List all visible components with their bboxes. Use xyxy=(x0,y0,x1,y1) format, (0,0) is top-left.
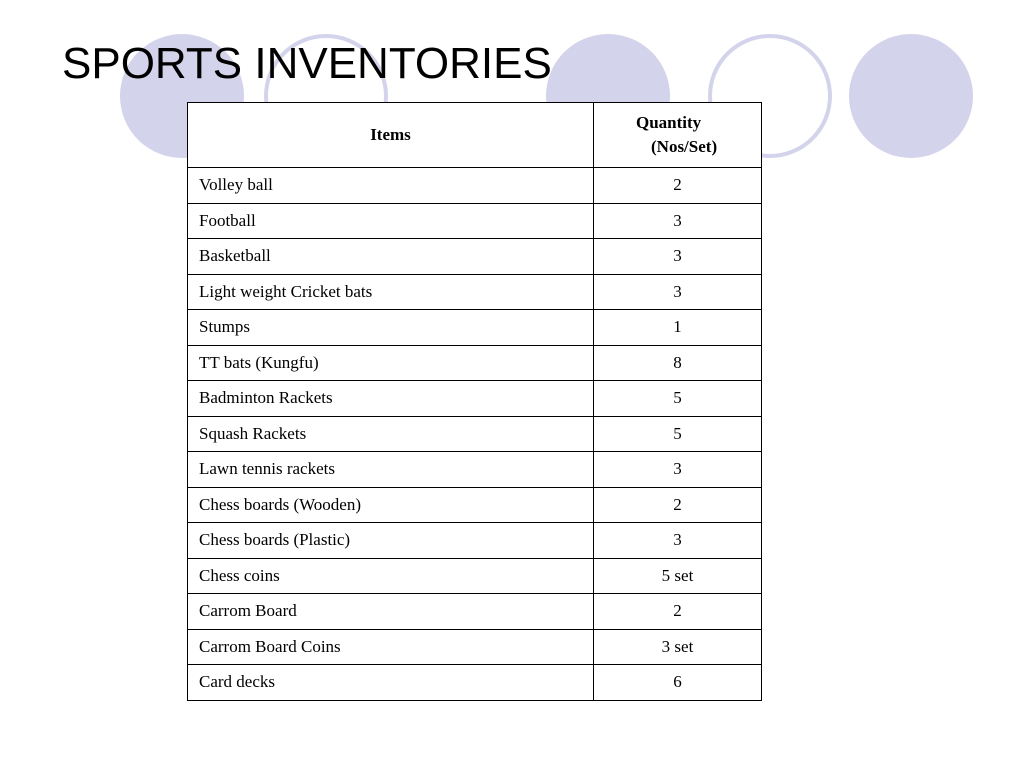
item-cell: Light weight Cricket bats xyxy=(188,274,594,310)
quantity-cell: 2 xyxy=(594,487,762,523)
table-row xyxy=(188,345,762,381)
quantity-cell: 3 xyxy=(594,523,762,559)
item-cell: Chess boards (Wooden) xyxy=(188,487,594,523)
quantity-cell: 2 xyxy=(594,594,762,630)
item-cell: Lawn tennis rackets xyxy=(188,452,594,488)
header-quantity-line1: Quantity xyxy=(636,113,702,132)
quantity-cell: 2 xyxy=(594,168,762,204)
table-row xyxy=(188,203,762,239)
table-header-row xyxy=(188,103,762,168)
item-cell: Squash Rackets xyxy=(188,416,594,452)
table-row xyxy=(188,523,762,559)
item-cell: Card decks xyxy=(188,665,594,701)
table-row xyxy=(188,274,762,310)
header-quantity-line2: (Nos/Set) xyxy=(651,137,718,156)
table-row xyxy=(188,487,762,523)
item-cell: Volley ball xyxy=(188,168,594,204)
table-row xyxy=(188,239,762,275)
quantity-cell: 5 xyxy=(594,381,762,417)
item-cell: Basketball xyxy=(188,239,594,275)
item-cell: Chess boards (Plastic) xyxy=(188,523,594,559)
table-row xyxy=(188,168,762,204)
item-cell: TT bats (Kungfu) xyxy=(188,345,594,381)
header-quantity xyxy=(594,103,762,168)
quantity-cell: 3 xyxy=(594,203,762,239)
item-cell: Stumps xyxy=(188,310,594,346)
table-row xyxy=(188,381,762,417)
item-cell: Football xyxy=(188,203,594,239)
quantity-cell: 3 set xyxy=(594,629,762,665)
table-row xyxy=(188,665,762,701)
table-row xyxy=(188,416,762,452)
quantity-cell: 6 xyxy=(594,665,762,701)
inventory-table xyxy=(187,102,762,701)
item-cell: Carrom Board Coins xyxy=(188,629,594,665)
item-cell: Badminton Rackets xyxy=(188,381,594,417)
header-items: Items xyxy=(188,103,594,168)
item-cell: Carrom Board xyxy=(188,594,594,630)
table-row xyxy=(188,629,762,665)
slide-title: SPORTS INVENTORIES xyxy=(62,39,552,88)
table-row xyxy=(188,594,762,630)
table-row xyxy=(188,558,762,594)
quantity-cell: 3 xyxy=(594,452,762,488)
decor-circle-filled xyxy=(849,34,973,158)
quantity-cell: 5 set xyxy=(594,558,762,594)
quantity-cell: 1 xyxy=(594,310,762,346)
table-row xyxy=(188,310,762,346)
quantity-cell: 3 xyxy=(594,239,762,275)
quantity-cell: 5 xyxy=(594,416,762,452)
item-cell: Chess coins xyxy=(188,558,594,594)
table-row xyxy=(188,452,762,488)
quantity-cell: 8 xyxy=(594,345,762,381)
quantity-cell: 3 xyxy=(594,274,762,310)
